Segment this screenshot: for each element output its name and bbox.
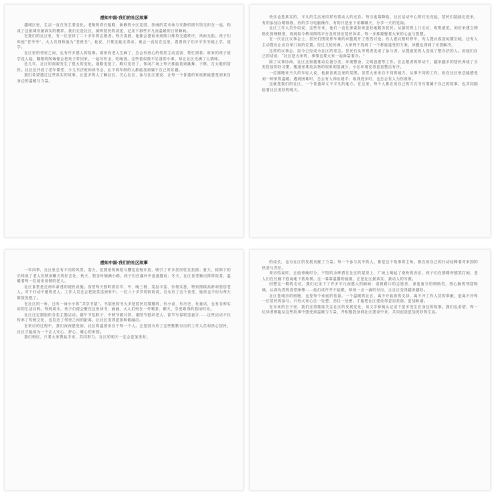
document-page-top-left [5, 5, 243, 237]
paragraph: 快乐也是真实的，平凡的生活里同样有着动人的光彩。每当夜幕降临，社区活动中心的灯光亮起，居民们陆续走进来，有的参加合唱排练，有的学习电脑操作，有的只是坐下来聊聊天，分享一天的见闻。 [262, 15, 478, 25]
page-body [5, 268, 243, 341]
page-body [5, 23, 243, 85]
page-body [250, 250, 490, 316]
page-body [250, 5, 490, 93]
paragraph: 的成长，也为社区的发展贡献了力量。每一个参与其中的人，都是这个故事的主角，都在用自己的行动诠释着对家园的热爱与责任。 [262, 260, 478, 270]
paragraph: 在未来的日子里，我们还将继续关注社区的发展变化，用文字和镜头记录下更多发生在身边的故事。我们也希望，每一位读者都能从这些故事中感受到温暖与力量，并积极投身到社区建设中来，共同创造更加美好的生活。 [262, 304, 478, 315]
document-page-bottom-left [5, 250, 243, 490]
page-title: 感知中国·我们的社区故事 [100, 260, 148, 265]
paragraph: 社区工作人员介绍说，这些年来，他们一直在探索如何更好地服务居民。从最初的上门走访、收集意见，到后来建立网格化管理制度，再到如今利用网络平台及时回应居民诉求，每一步都凝聚着大家的心血与智慧。 [262, 26, 478, 36]
paragraph: 一年四季，社区里总有不同的风景。春天，花园里的海棠与樱花竞相开放，吸引了许多居民驻足拍照；夏天，树荫下的长椅成了老人们纳凉聊天的好去处；秋天，银杏叶铺满小路，孩子们在落叶中追逐嬉戏；冬天，社区食堂飘出阵阵饭香，温暖着每一位前来用餐的老人。 [17, 268, 231, 284]
document-page-bottom-right [250, 250, 490, 490]
paragraph: 社区食堂是近两年新建的便民设施。食堂每天按时供应早、中、晚三餐，菜品丰富、价格实惠，特别照顾高龄和独居老人。对于行动不便的老人，工作人员还会把饭菜送到家中。一位八十多岁的奶奶说，自从有了这个食堂，她再也不用为每天做饭发愁了。 [17, 284, 231, 300]
paragraph: 越城区里，生活一直在发生着变化。老街的青石板路、新修的小区花园、热闹的菜市场与安静的图书馆交织在一起，构成了这座城市最真实的模样。我们走进社区，倾听居民的讲述，记录下那些平凡而温暖的日常瞬间。 [17, 23, 231, 33]
paragraph: 在我们的社区里，有一位坚持了二十多年的志愿者。每天清晨，他都会提前来到路口维持交通秩序，风雨无阻。孩子们叫他“老爷爷”，大人们则称他为“老班长”。他说，只要还能走得动，就会一直站在这里，看着孩子们平平安安地上学、放学。 [17, 34, 231, 50]
paragraph: 这就是我们的社区，一个普通却又不平凡的地方。在这里，每个人都在用自己的方式书写着属于自己的故事，也共同描绘着社区美好的明天。 [262, 82, 478, 92]
paragraph: 除了议事协商，社区还积极推动垃圾分类、环境整治、文明创建等工作。在志愿者的带动下，越来越多的居民养成了分类投放的好习惯，楼道里堆放杂物的现象明显减少，小区环境变得更加整洁有序。 [262, 59, 478, 70]
paragraph: 近几年，社区的面貌发生了很大的变化。道路变宽了，路灯变亮了，休闲广场上每天都能看到跳舞、下棋、打太极的居民。社区还开设了老年课堂、少儿书法班和读书会，让不同年龄的人都能找到属于自己的乐趣。 [17, 62, 231, 72]
page-title: 感知中国·我们的社区故事 [100, 15, 148, 20]
paragraph: 我们希望通过这些真实的故事，让更多的人了解社区、关心社区、参与社区建设，让每一个普通的家庭都能感受到来自身边的温暖与力量。 [17, 73, 231, 83]
paragraph: 回想这一路的走访，我们记录下了许多平凡而感人的瞬间：清晨路口的志愿者，深夜值守的网格员，热心肠的邻居阿姨，认真负责的食堂师傅……他们或许并不起眼，却用一点一滴的付出，让社区变得越来越好。 [262, 282, 478, 292]
paragraph: 社区里的邻里之间，也有许多感人的故事。谁家有老人生病了，总会有热心的邻居主动送饭、帮忙照看；谁家的孩子放学没人接，隔壁的阿姨便会把孩子带回家，一起写作业、吃晚饭。这些看似微不足道的小事，却让社区充满了人情味。 [17, 50, 231, 61]
paragraph: 在社区的一角，还有一间小小的“共享书屋”。书屋里的书大多是居民们捐赠的，有小说、有历史、有童话，也有各种实用的生活百科。每到周末，孩子们便会聚在这里读书、画画，大人们则在一旁喝茶、聊天，享受难得的悠闲时光。 [17, 301, 231, 312]
paragraph: 在采访的过程中，我们深深感受到，社区的温度来自于每一个人。正是因为有了这些默默付出的工作人员和热心居民，社区才能成为一个让人安心、舒心、暖心的家园。 [17, 323, 231, 334]
paragraph: 社区还定期组织各类主题活动。端午节包粽子、中秋节做月饼、重阳节慰问老人、春节写春联送福字……这些活动不仅传承了传统文化，也拉近了邻里之间的距离，让社区变得更加和谐融洽。 [17, 312, 231, 323]
paragraph: 这样的议事会，如今已经成为社区的常态。居民们从旁观者变成了参与者，从提意见的人变成了想办法的人。用他们自己的话说：“社区是大家的，事情也要大家一起商量着办。” [262, 48, 478, 59]
document-page-top-right [250, 5, 490, 237]
paragraph: 社区是城市的细胞，也是每个家庭的依靠。一个温暖的社区，离不开政府的支持，离不开工作人员的奉献，更离不开每一位居民的参与。只有大家心往一处想、劲往一处使，才能把社区建设得更加美丽、更加和谐。 [262, 293, 478, 304]
paragraph: 我们相信，只要大家携起手来，共同努力，社区的明天一定会更加美好。 [24, 335, 151, 340]
paragraph: 一位刚搬来不久的年轻人说，他最喜欢这里的氛围。虽然大家来自不同的地方，从事不同的工作，但在社区里总能感受到一种家的温暖。遇到困难时，总会有人伸出援手；取得进步时，也总会有人为你鼓掌。 [262, 70, 478, 81]
paragraph: 在一次社区议事会上，居民们围绕停车难的问题展开了热烈讨论。有人建议错时停车，有人提议改造闲置空地，还有人主动提出让出自家门前的位置。经过几轮协商，大家终于找到了一个都能接受的方案，问题也得到了妥善解决。 [262, 37, 478, 47]
paragraph: 采访结束时，正值傍晚时分。夕阳的余晖洒在社区的屋顶上，广场上响起了欢快的音乐，孩子们在滑梯旁嬉笑打闹，老人们在长廊下悠闲地下着象棋。这一幕幕温馨的画面，正是社区最真实、最动人的写照。 [262, 271, 478, 281]
